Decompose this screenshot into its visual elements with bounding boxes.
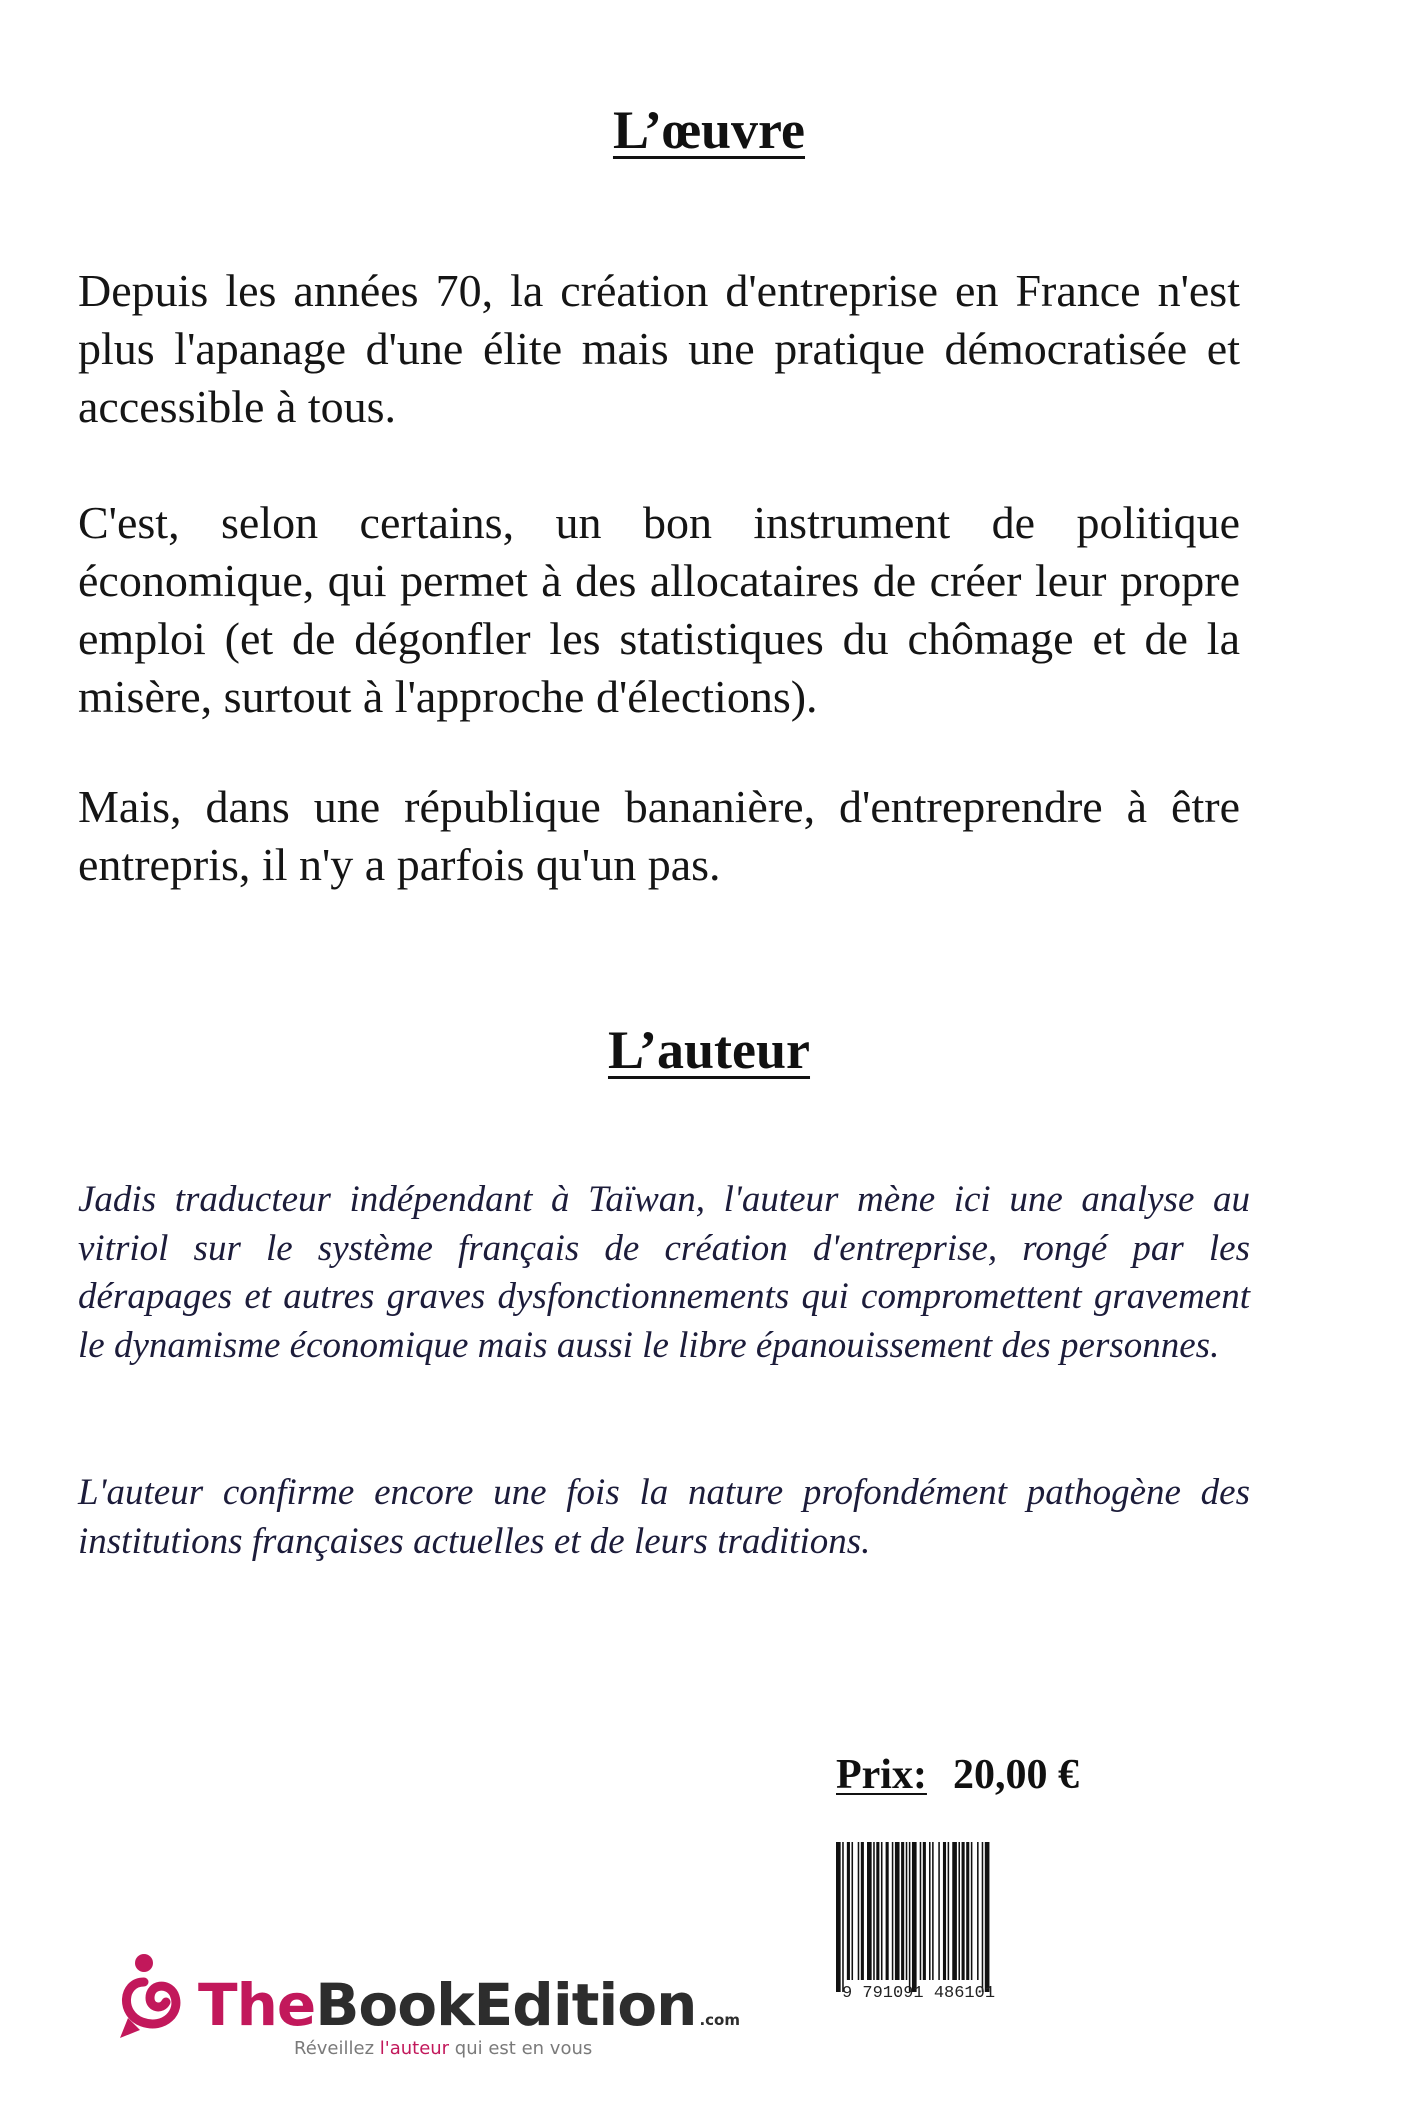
- barcode-bar: [977, 1842, 979, 1980]
- barcode-bar: [895, 1842, 900, 1980]
- barcode-bar: [912, 1842, 917, 1992]
- isbn-digits: 9 791091 486101: [842, 1984, 996, 2003]
- barcode-bar: [920, 1842, 922, 1980]
- person-spiral-logo-icon: [114, 1952, 196, 2044]
- barcode-bar: [943, 1842, 946, 1980]
- tagline-highlight: l'auteur: [379, 2038, 450, 2059]
- barcode-bar: [873, 1842, 875, 1980]
- auteur-paragraph-2: L'auteur confirme encore une fois la nature profondément pathogène des institutions françaises actuelles et de leurs traditions.: [78, 1472, 1250, 1562]
- oeuvre-paragraph-2: C'est, selon certains, un bon instrument de politique économique, qui permet à des allocataires de créer leur propre emploi (et de dégonfler les statistiques du chômage et de la misère, surtout à l'approche d'élections).: [78, 497, 1240, 722]
- barcode-bar: [985, 1842, 990, 1992]
- oeuvre-paragraph-1: Depuis les années 70, la création d'entreprise en France n'est plus l'apanage d'une élite mais une pratique démocratisée et accessible à tous.: [78, 265, 1240, 432]
- publisher-name-the: The: [198, 1971, 316, 2039]
- tagline-after: qui est en vous: [449, 2038, 593, 2059]
- barcode-bar: [971, 1842, 973, 1980]
- barcode-bar: [966, 1842, 969, 1980]
- barcode-bar: [842, 1842, 844, 1992]
- barcode-bar: [847, 1842, 850, 1980]
- barcode-bar: [906, 1842, 908, 1980]
- barcode-bar: [948, 1842, 950, 1980]
- auteur-paragraph-1: Jadis traducteur indépendant à Taïwan, l'auteur mène ici une analyse au vitriol sur le système français de création d'entreprise, rongé par les dérapages et autres graves dysfonctionnements qui compromettent gravement le dynamisme économique mais aussi le libre épanouissement des personnes.: [78, 1179, 1250, 1366]
- oeuvre-heading: L’œuvre: [612, 100, 806, 160]
- barcode-bar: [958, 1842, 960, 1980]
- barcode-bar: [938, 1842, 940, 1980]
- barcode-bar: [962, 1842, 965, 1980]
- barcode-bar: [923, 1842, 926, 1980]
- barcode-bar: [867, 1842, 872, 1980]
- barcode-bar: [932, 1842, 934, 1980]
- barcode-bar: [892, 1842, 894, 1980]
- barcode-bar: [836, 1842, 841, 1992]
- barcode-bar: [929, 1842, 931, 1980]
- publisher-tagline: [294, 2038, 592, 2060]
- barcode-bar: [886, 1842, 889, 1980]
- barcode-bar: [876, 1842, 879, 1980]
- price-value: 20,00 €: [952, 1752, 1079, 1798]
- publisher-domain-suffix: .com: [699, 2011, 740, 2029]
- barcode-bar: [861, 1842, 864, 1980]
- barcode-bar: [982, 1842, 984, 1992]
- tagline-before: Réveillez: [294, 2038, 380, 2059]
- barcode-bar: [858, 1842, 860, 1980]
- oeuvre-paragraph-3: Mais, dans une république bananière, d'entreprendre à être entrepris, il n'y a parfois qu'un pas.: [78, 781, 1240, 890]
- barcode-bar: [881, 1842, 883, 1980]
- barcode-bar: [952, 1842, 957, 1980]
- barcode-bar: [852, 1842, 854, 1980]
- barcode-bar: [901, 1842, 904, 1980]
- auteur-heading: L’auteur: [607, 1020, 811, 1080]
- barcode-bar: [909, 1842, 911, 1992]
- price-line: [836, 1750, 1079, 1800]
- publisher-name-bookedition: BookEdition: [315, 1971, 697, 2039]
- publisher-logo: [114, 1952, 740, 2062]
- price-label: Prix:: [836, 1752, 927, 1798]
